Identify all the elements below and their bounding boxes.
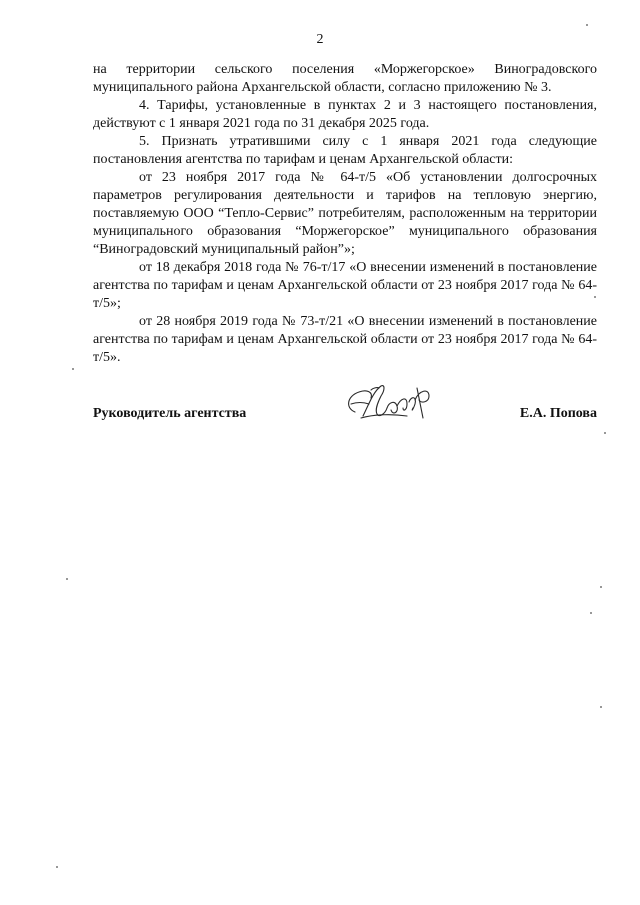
paragraph-item-5: 5. Признать утратившими силу с 1 января 2021 года следующие постановления агентства по тарифам и ценам Архангельской области: — [93, 134, 597, 167]
signatory-position: Руководитель агентства — [93, 406, 247, 421]
scan-speck — [56, 866, 58, 868]
repealed-resolution-2: от 18 декабря 2018 года № 76-т/17 «О внесении изменений в постановление агентства по тарифам и ценам Архангельской области от 23 ноября 2017 года № 64-т/5»; — [93, 260, 597, 311]
page-number: 2 — [316, 32, 324, 47]
scan-speck — [594, 296, 596, 298]
scan-speck — [586, 24, 588, 26]
scan-speck — [600, 706, 602, 708]
paragraph-item-4: 4. Тарифы, установленные в пунктах 2 и 3 настоящего постановления, действуют с 1 января 2021 года по 31 декабря 2025 года. — [93, 98, 597, 131]
scan-speck — [66, 578, 68, 580]
signatory-name: Е.А. Попова — [519, 406, 597, 421]
scan-speck — [590, 612, 592, 614]
scan-speck — [600, 586, 602, 588]
repealed-resolution-1: от 23 ноября 2017 года № 64-т/5 «Об установлении долгосрочных параметров регулирования деятельности и тарифов на тепловую энергию, поставляемую ООО “Тепло-Сервис” потребителям, расположенным на территории муниципального образования “Моржегорское” муниципального образования “Виноградовский муниципальный район”»; — [93, 170, 597, 257]
document-body — [93, 61, 597, 367]
signature-block — [93, 404, 597, 434]
scan-speck — [604, 432, 606, 434]
repealed-resolution-3: от 28 ноября 2019 года № 73-т/21 «О внесении изменений в постановление агентства по тарифам и ценам Архангельской области от 23 ноября 2017 года № 64-т/5». — [93, 314, 597, 365]
handwritten-signature — [341, 378, 437, 430]
paragraph-continuation: на территории сельского поселения «Моржегорское» Виноградовского муниципального района Архангельской области, согласно приложению № 3. — [93, 62, 597, 95]
scan-speck — [72, 368, 74, 370]
